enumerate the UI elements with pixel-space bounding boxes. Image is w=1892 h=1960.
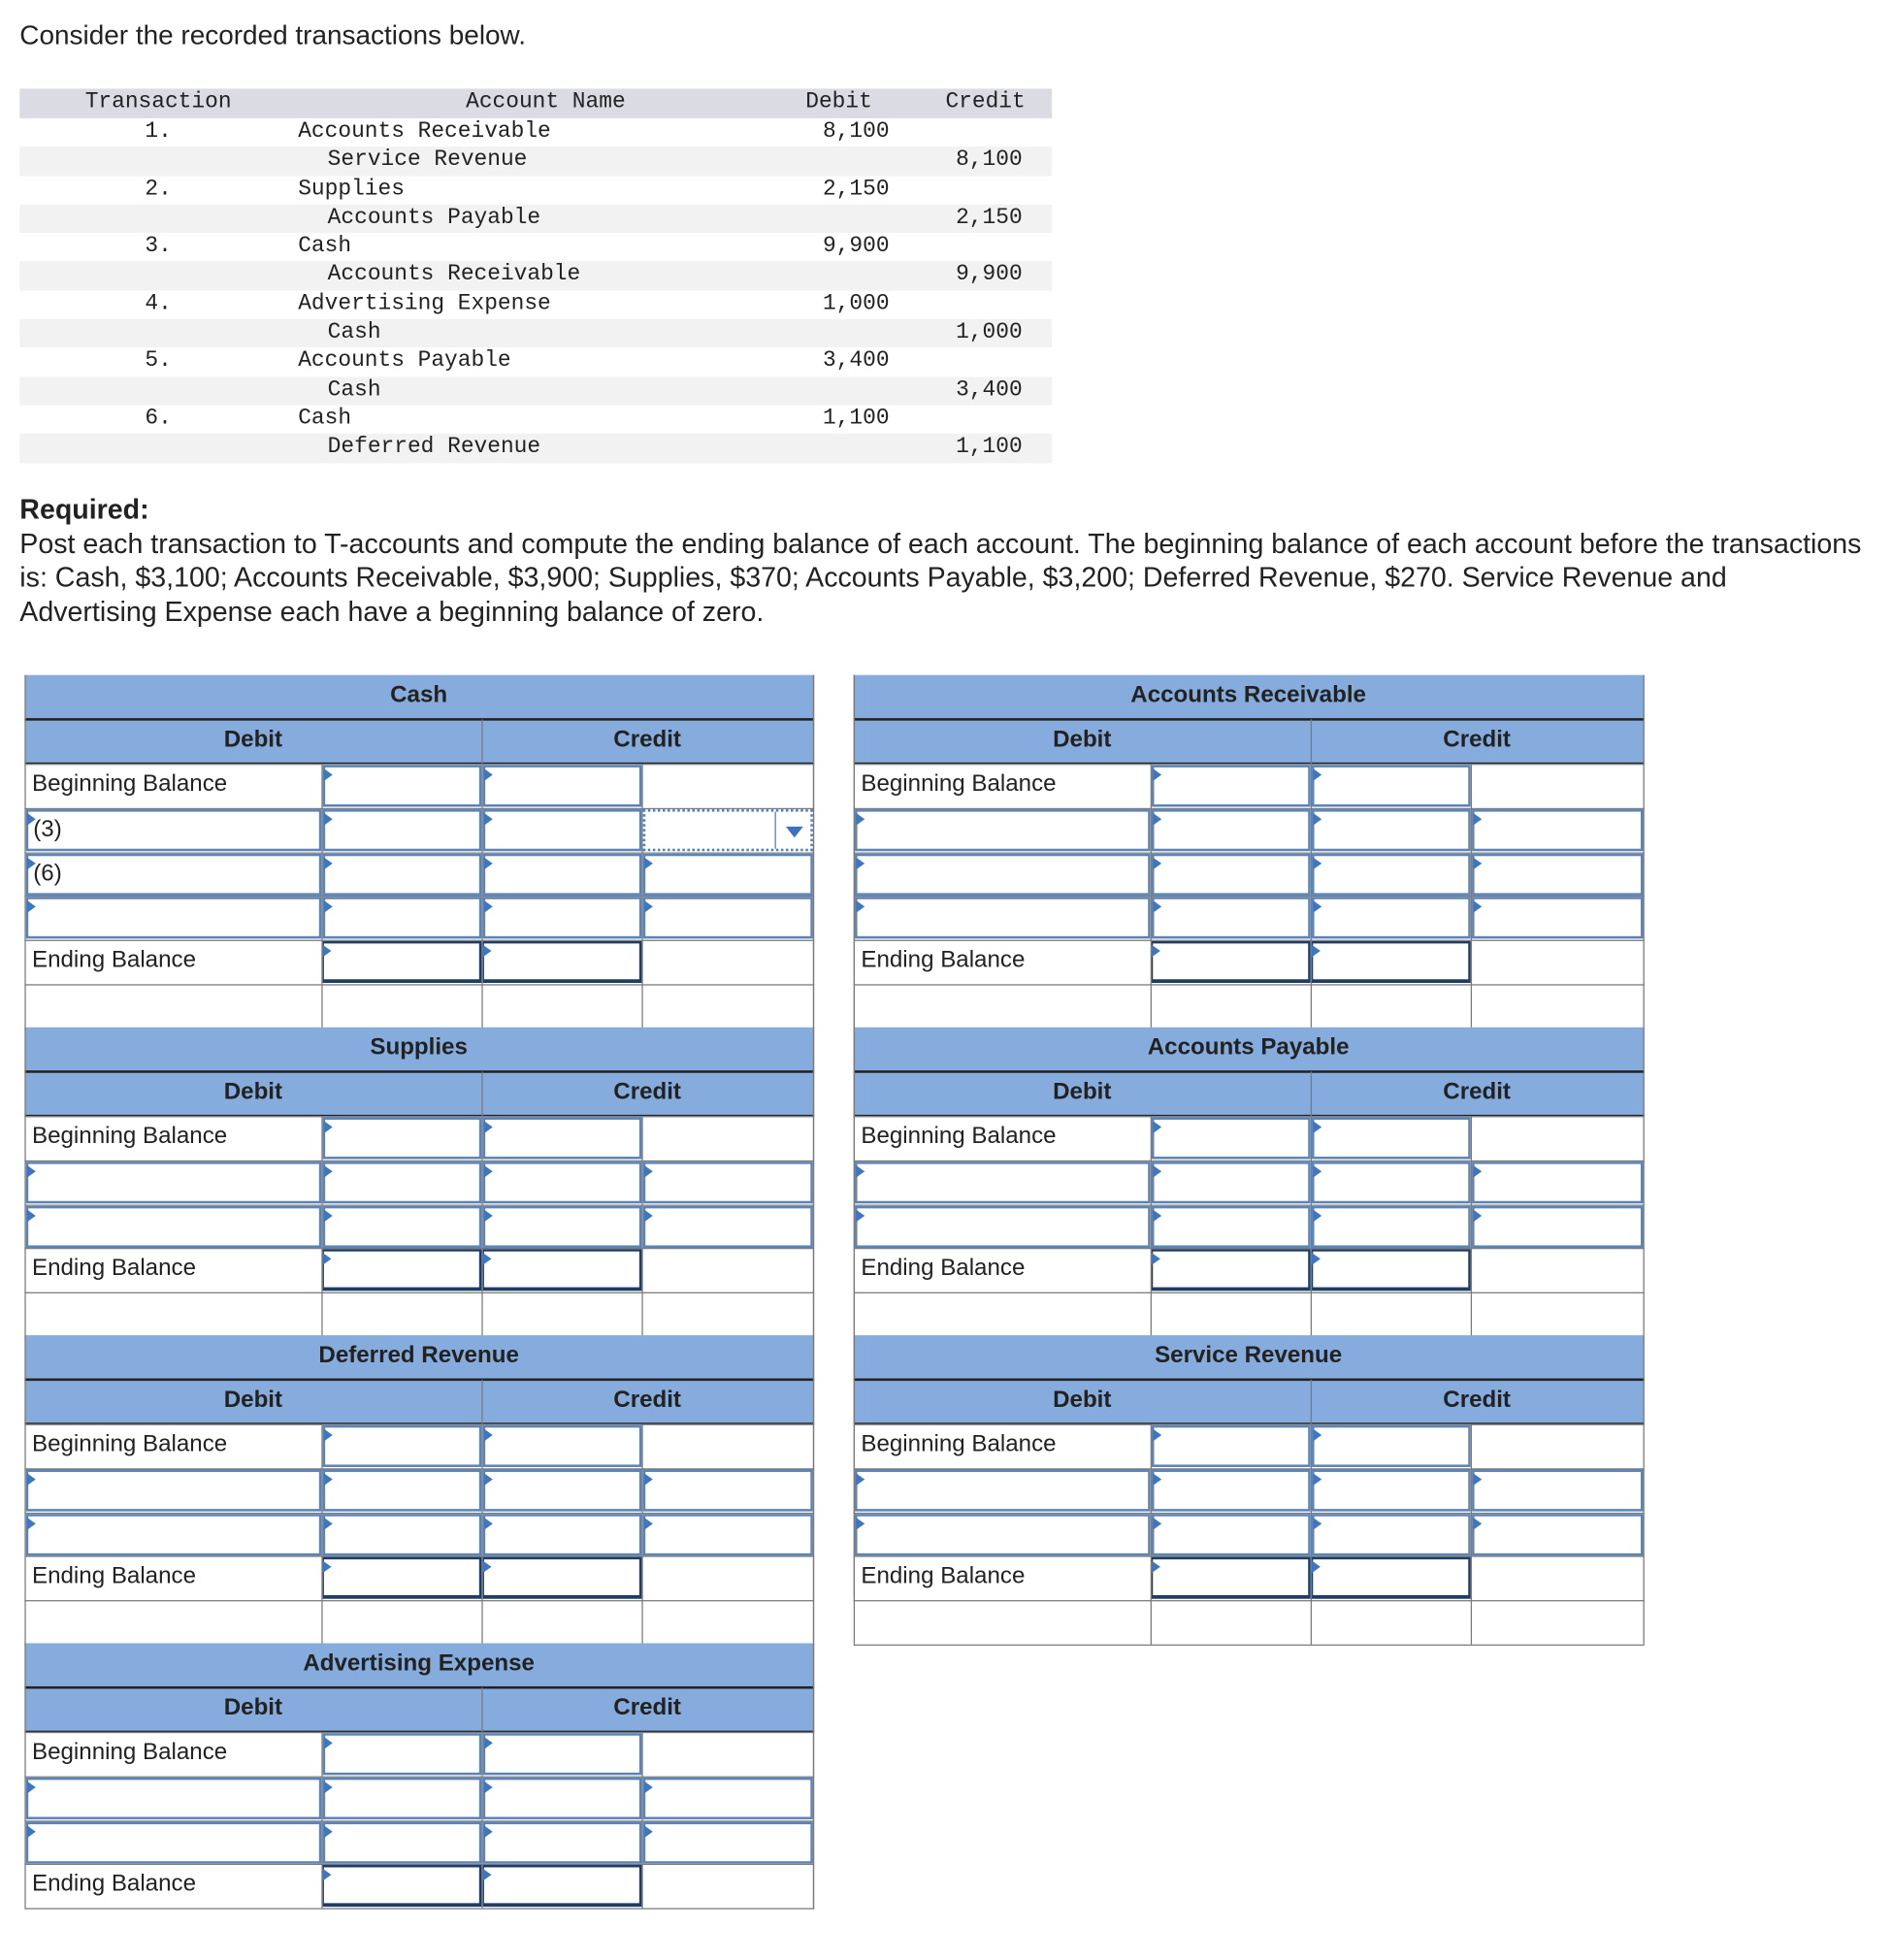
intro-text: Consider the recorded transactions below.: [19, 19, 526, 51]
posting-reference-input[interactable]: [26, 1161, 322, 1203]
posting-reference-input[interactable]: [855, 897, 1151, 938]
required-text: Post each transaction to T-accounts and compute the ending balance of each account. The beginning balance of each account before the transactions is: Cash, $3,100; Accounts Receivable, $3,900; Supplies, $370; Accounts Payable, $3,200; Deferred Revenue, $270. Service Revenue and Advertising Expense each have a beginning balance of zero.: [19, 527, 1862, 627]
journal-transaction-number: 1.: [145, 119, 172, 145]
ending-balance-label: Ending Balance: [861, 1562, 1026, 1589]
debit-amount-input[interactable]: [1152, 809, 1311, 851]
credit-account-input[interactable]: [483, 897, 642, 938]
credit-account-input[interactable]: [483, 1865, 642, 1907]
grid-line: [1644, 1335, 1645, 1645]
journal-debit: 1,100: [823, 406, 890, 432]
credit-header: Credit: [1443, 1387, 1511, 1414]
credit-account-input[interactable]: [1312, 854, 1471, 896]
grid-line: [854, 1292, 1645, 1293]
credit-account-input[interactable]: [483, 1470, 642, 1512]
grid-line: [24, 1292, 814, 1293]
debit-amount-input[interactable]: [1152, 1249, 1311, 1290]
journal-row: [19, 406, 1052, 435]
journal-credit: 1,000: [956, 320, 1023, 345]
journal-transaction-number: 6.: [145, 406, 172, 432]
credit-account-input[interactable]: [1312, 1161, 1471, 1203]
credit-account-input[interactable]: [483, 941, 642, 983]
required-section: [19, 493, 1867, 629]
beginning-balance-label: Beginning Balance: [32, 770, 228, 798]
grid-line: [481, 719, 482, 764]
journal-table: [19, 88, 1052, 462]
credit-amount-input[interactable]: [1472, 897, 1643, 938]
journal-header-credit: Credit: [945, 89, 1026, 115]
credit-account-input[interactable]: [483, 1778, 642, 1819]
debit-header: Debit: [1053, 1387, 1112, 1414]
credit-account-input[interactable]: [1312, 809, 1471, 851]
journal-row: [19, 118, 1052, 147]
debit-amount-input[interactable]: [1152, 1117, 1311, 1159]
journal-transaction-number: 2.: [145, 177, 172, 202]
journal-row: [19, 319, 1052, 348]
credit-amount-input[interactable]: [643, 1161, 813, 1203]
debit-amount-input[interactable]: [323, 809, 482, 851]
credit-account-input[interactable]: [1312, 1249, 1471, 1290]
grid-line: [813, 675, 814, 1910]
debit-amount-input[interactable]: [323, 1778, 482, 1819]
credit-amount-input[interactable]: [1472, 1470, 1643, 1512]
debit-amount-input[interactable]: [1152, 1425, 1311, 1467]
credit-amount-input[interactable]: [1472, 1514, 1643, 1555]
credit-account-input[interactable]: [1312, 1514, 1471, 1555]
grid-line: [481, 1380, 482, 1424]
t-account-title: Service Revenue: [1155, 1342, 1343, 1369]
journal-credit: 2,150: [956, 205, 1023, 231]
posting-reference-input[interactable]: [855, 809, 1151, 851]
posting-reference-input[interactable]: [855, 1161, 1151, 1203]
grid-line: [854, 675, 855, 1599]
journal-header-account: Account Name: [466, 89, 626, 115]
posting-reference-value: (3): [33, 816, 62, 843]
t-accounts-grid: [24, 675, 1646, 1910]
debit-amount-input[interactable]: [1152, 1161, 1311, 1203]
t-account-title: Accounts Receivable: [1130, 682, 1366, 708]
posting-reference-input[interactable]: [26, 1514, 322, 1555]
debit-header: Debit: [1053, 727, 1112, 753]
debit-amount-input[interactable]: [1152, 1557, 1311, 1599]
journal-row: [19, 262, 1052, 291]
beginning-balance-label: Beginning Balance: [861, 1123, 1057, 1150]
ending-balance-label: Ending Balance: [32, 947, 196, 973]
journal-account-name: Supplies: [298, 177, 405, 202]
beginning-balance-label: Beginning Balance: [861, 1431, 1057, 1457]
grid-line: [1311, 1071, 1312, 1116]
dropdown-divider: [775, 812, 776, 849]
posting-reference-input[interactable]: [855, 1514, 1151, 1555]
credit-amount-input[interactable]: [1472, 809, 1643, 851]
grid-line: [24, 1686, 814, 1689]
posting-reference-input[interactable]: [26, 897, 322, 938]
grid-line: [24, 675, 25, 1029]
grid-line: [1311, 719, 1312, 764]
credit-amount-input[interactable]: [643, 1778, 813, 1819]
journal-debit: 1,000: [823, 291, 890, 316]
credit-header: Credit: [1443, 727, 1511, 753]
journal-transaction-number: 4.: [145, 291, 172, 316]
journal-row: [19, 434, 1052, 463]
beginning-balance-label: Beginning Balance: [861, 770, 1057, 798]
posting-reference-input[interactable]: [26, 1822, 322, 1864]
journal-credit: 1,100: [956, 435, 1023, 460]
journal-header: [19, 88, 1052, 117]
journal-credit: 8,100: [956, 147, 1023, 174]
credit-account-input[interactable]: [483, 1514, 642, 1555]
debit-amount-input[interactable]: [323, 1425, 482, 1467]
journal-account-name: Service Revenue: [327, 147, 528, 174]
credit-account-input[interactable]: [1312, 1206, 1471, 1248]
debit-amount-input[interactable]: [1152, 765, 1311, 806]
journal-row: [19, 147, 1052, 176]
journal-credit: 3,400: [956, 377, 1023, 403]
journal-debit: 8,100: [823, 119, 890, 145]
journal-account-name: Cash: [327, 320, 381, 345]
ending-balance-label: Ending Balance: [32, 1871, 196, 1898]
debit-amount-input[interactable]: [323, 1557, 482, 1599]
credit-amount-input[interactable]: [643, 1822, 813, 1864]
t-account-title: Cash: [390, 682, 448, 708]
debit-amount-input[interactable]: [323, 765, 482, 806]
debit-amount-input[interactable]: [323, 1822, 482, 1864]
debit-amount-input[interactable]: [323, 1206, 482, 1248]
posting-reference-input[interactable]: [26, 854, 322, 896]
ending-balance-label: Ending Balance: [861, 1255, 1026, 1282]
credit-account-input[interactable]: [483, 765, 642, 806]
grid-line: [24, 1908, 814, 1909]
credit-account-input[interactable]: [1312, 897, 1471, 938]
grid-line: [481, 1687, 482, 1732]
credit-account-input[interactable]: [483, 809, 642, 851]
grid-line: [1311, 1380, 1312, 1424]
debit-header: Debit: [1053, 1079, 1112, 1105]
credit-header: Credit: [613, 1079, 681, 1105]
journal-account-name: Accounts Payable: [298, 348, 511, 375]
credit-account-input[interactable]: [1312, 1557, 1471, 1599]
journal-transaction-number: 3.: [145, 234, 172, 259]
debit-amount-input[interactable]: [1152, 1206, 1311, 1248]
debit-amount-input[interactable]: [1152, 897, 1311, 938]
grid-line: [481, 1071, 482, 1116]
credit-account-input[interactable]: [1312, 941, 1471, 983]
t-account-title: Deferred Revenue: [318, 1342, 519, 1369]
t-account-title: Advertising Expense: [303, 1650, 535, 1677]
journal-account-name: Advertising Expense: [298, 291, 551, 316]
grid-line: [1644, 1028, 1645, 1337]
credit-amount-input[interactable]: [643, 897, 813, 938]
journal-row: [19, 233, 1052, 262]
credit-amount-input[interactable]: [643, 1470, 813, 1512]
credit-amount-input[interactable]: [643, 854, 813, 896]
credit-account-input[interactable]: [1312, 765, 1471, 806]
credit-account-input[interactable]: [1312, 1117, 1471, 1159]
beginning-balance-label: Beginning Balance: [32, 1739, 228, 1766]
posting-reference-input[interactable]: [26, 809, 322, 851]
journal-credit: 9,900: [956, 263, 1023, 288]
credit-account-input[interactable]: [483, 1161, 642, 1203]
required-label: Required:: [19, 494, 149, 525]
credit-amount-input[interactable]: [1472, 1161, 1643, 1203]
credit-amount-input[interactable]: [1472, 854, 1643, 896]
debit-header: Debit: [223, 727, 283, 753]
credit-header: Credit: [613, 727, 681, 753]
debit-amount-input[interactable]: [1152, 941, 1311, 983]
debit-amount-input[interactable]: [323, 1117, 482, 1159]
credit-account-input[interactable]: [483, 1117, 642, 1159]
debit-amount-input[interactable]: [323, 1161, 482, 1203]
credit-amount-dropdown[interactable]: [643, 809, 813, 851]
journal-account-name: Cash: [298, 406, 352, 432]
grid-line: [641, 1732, 642, 1909]
ending-balance-label: Ending Balance: [32, 1255, 196, 1282]
posting-reference-input[interactable]: [855, 1470, 1151, 1512]
credit-amount-input[interactable]: [643, 1206, 813, 1248]
credit-account-input[interactable]: [483, 1425, 642, 1467]
grid-line: [24, 1644, 25, 1909]
credit-header: Credit: [1443, 1079, 1511, 1105]
journal-row: [19, 290, 1052, 319]
grid-line: [24, 1600, 814, 1601]
credit-account-input[interactable]: [1312, 1425, 1471, 1467]
grid-line: [1644, 675, 1645, 1029]
grid-line: [24, 1070, 814, 1073]
ending-balance-label: Ending Balance: [861, 947, 1026, 973]
journal-row: [19, 376, 1052, 406]
journal-account-name: Accounts Receivable: [327, 263, 581, 288]
grid-line: [854, 984, 1645, 985]
t-account-title: Supplies: [370, 1034, 468, 1062]
journal-debit: 9,900: [823, 234, 890, 259]
credit-account-input[interactable]: [483, 1733, 642, 1775]
journal-account-name: Cash: [327, 377, 381, 403]
credit-header: Credit: [613, 1387, 681, 1414]
journal-account-name: Deferred Revenue: [327, 435, 541, 460]
credit-account-input[interactable]: [483, 1822, 642, 1864]
debit-amount-input[interactable]: [323, 941, 482, 983]
credit-account-input[interactable]: [483, 1249, 642, 1290]
credit-amount-input[interactable]: [643, 1514, 813, 1555]
grid-line: [854, 1645, 1645, 1646]
t-account-title: Accounts Payable: [1147, 1034, 1350, 1062]
journal-header-transaction: Transaction: [84, 89, 232, 115]
credit-account-input[interactable]: [483, 854, 642, 896]
credit-header: Credit: [613, 1694, 681, 1721]
debit-amount-input[interactable]: [323, 854, 482, 896]
posting-reference-input[interactable]: [855, 854, 1151, 896]
journal-account-name: Accounts Receivable: [298, 119, 551, 145]
debit-amount-input[interactable]: [323, 897, 482, 938]
journal-debit: 3,400: [823, 348, 890, 375]
beginning-balance-label: Beginning Balance: [32, 1431, 228, 1457]
debit-amount-input[interactable]: [1152, 854, 1311, 896]
journal-debit: 2,150: [823, 177, 890, 202]
grid-line: [854, 718, 1645, 721]
journal-transaction-number: 5.: [145, 348, 172, 375]
debit-amount-input[interactable]: [323, 1865, 482, 1907]
credit-account-input[interactable]: [483, 1206, 642, 1248]
journal-account-name: Cash: [298, 234, 352, 259]
grid-line: [24, 718, 814, 721]
debit-amount-input[interactable]: [323, 1514, 482, 1555]
debit-header: Debit: [223, 1387, 283, 1414]
grid-line: [24, 1379, 814, 1382]
posting-reference-input[interactable]: [855, 1206, 1151, 1248]
ending-balance-label: Ending Balance: [32, 1562, 196, 1589]
beginning-balance-label: Beginning Balance: [32, 1123, 228, 1150]
journal-row: [19, 347, 1052, 376]
chevron-down-icon[interactable]: [786, 827, 803, 837]
grid-line: [854, 1070, 1645, 1073]
grid-line: [854, 1600, 1645, 1601]
grid-line: [24, 984, 814, 985]
journal-row: [19, 176, 1052, 205]
debit-amount-input[interactable]: [323, 1470, 482, 1512]
debit-amount-input[interactable]: [1152, 1470, 1311, 1512]
posting-reference-input[interactable]: [26, 1206, 322, 1248]
journal-header-debit: Debit: [805, 89, 872, 115]
grid-line: [854, 1379, 1645, 1382]
credit-amount-input[interactable]: [1472, 1206, 1643, 1248]
credit-account-input[interactable]: [1312, 1470, 1471, 1512]
posting-reference-input[interactable]: [26, 1778, 322, 1819]
credit-account-input[interactable]: [483, 1557, 642, 1599]
posting-reference-value: (6): [33, 861, 62, 888]
debit-amount-input[interactable]: [323, 1249, 482, 1290]
debit-amount-input[interactable]: [323, 1733, 482, 1775]
journal-account-name: Accounts Payable: [327, 205, 541, 231]
posting-reference-input[interactable]: [26, 1470, 322, 1512]
journal-row: [19, 205, 1052, 234]
debit-header: Debit: [223, 1694, 283, 1721]
debit-header: Debit: [223, 1079, 283, 1105]
debit-amount-input[interactable]: [1152, 1514, 1311, 1555]
